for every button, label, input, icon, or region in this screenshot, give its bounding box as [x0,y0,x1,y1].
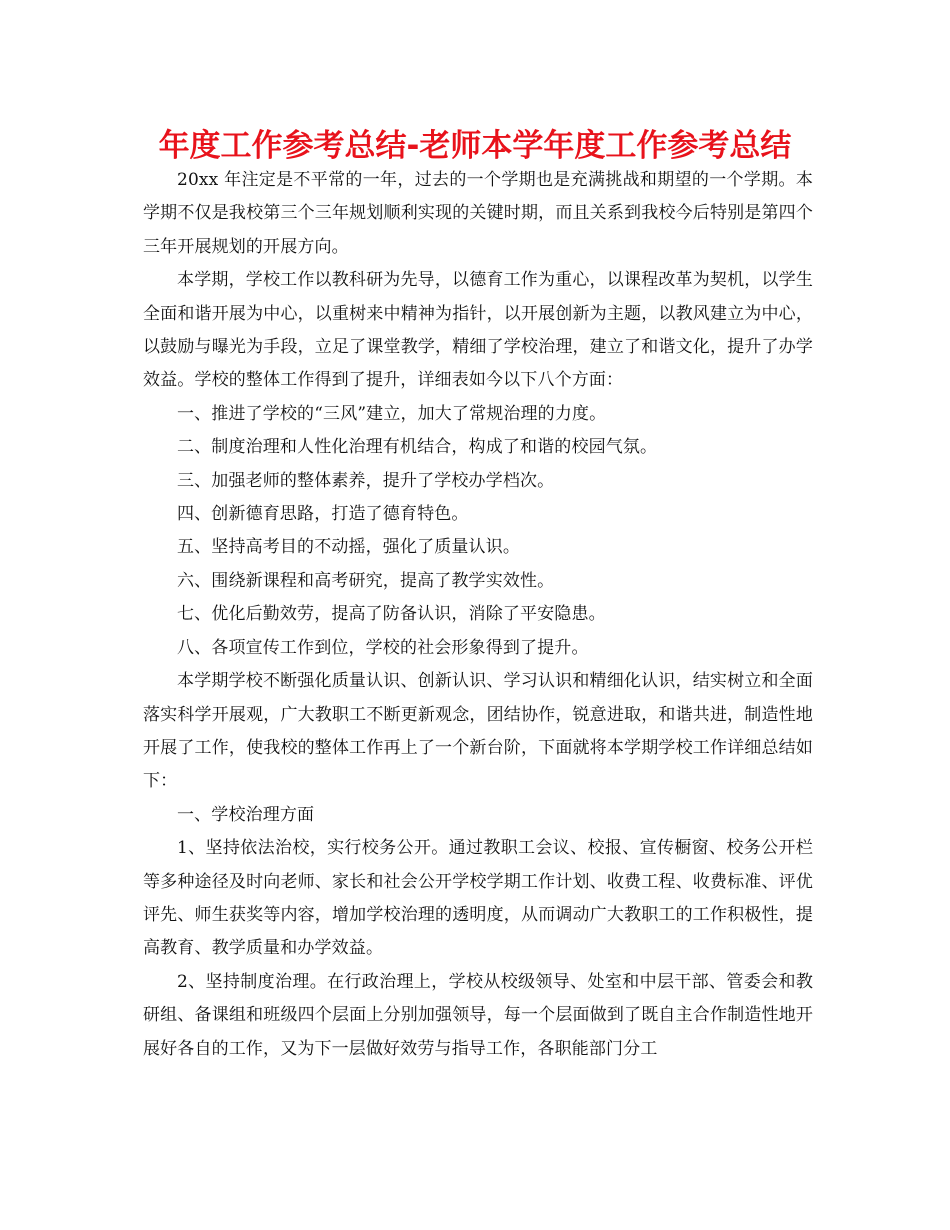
list-item-3: 三、加强老师的整体素养，提升了学校办学档次。 [177,470,555,491]
paragraph-point-1: 1、坚持依法治校，实行校务公开。通过教职工会议、校报、宣传橱窗、校务公开栏等多种途径及时向老师、家长和社会公开学校学期工作计划、收费工程、收费标准、评优评先、师生获奖等内容，增加学校治理的透明度，从而调动广大教职工的工作积极性，提高教育、教学质量和办学效益。 [143,838,813,959]
list-item-6: 六、围绕新课程和高考研究，提高了教学实效性。 [177,570,555,591]
paragraph-summary: 本学期学校不断强化质量认识、创新认识、学习认识和精细化认识，结实树立和全面落实科学开展观，广大教职工不断更新观念，团结协作，锐意进取，和谐共进，制造性地开展了工作，使我校的整体工作再上了一个新台阶，下面就将本学期学校工作详细总结如下： [143,671,813,792]
document-body [143,164,813,1066]
list-item-8: 八、各项宣传工作到位，学校的社会形象得到了提升。 [177,637,589,658]
paragraph-overview: 本学期，学校工作以教科研为先导，以德育工作为重心，以课程改革为契机，以学生全面和谐开展为中心，以重树来中精神为指针，以开展创新为主题，以教风建立为中心，以鼓励与曝光为手段，立足了课堂教学，精细了学校治理，建立了和谐文化，提升了办学效益。学校的整体工作得到了提升，详细表如今以下八个方面： [143,270,813,391]
list-item-4: 四、创新德育思路，打造了德育特色。 [177,504,469,525]
section-heading: 一、学校治理方面 [177,804,315,825]
list-item-5: 五、坚持高考目的不动摇，强化了质量认识。 [177,537,520,558]
document-title: 年度工作参考总结-老师本学年度工作参考总结 [158,128,792,164]
list-item-1: 一、推进了学校的“三风”建立，加大了常规治理的力度。 [177,403,607,424]
list-item-7: 七、优化后勤效劳，提高了防备认识，消除了平安隐患。 [177,604,606,625]
list-item-2: 二、制度治理和人性化治理有机结合，构成了和谐的校园气氛。 [177,437,658,458]
paragraph-point-2: 2、坚持制度治理。在行政治理上，学校从校级领导、处室和中层干部、管委会和教研组、备课组和班级四个层面上分别加强领导，每一个层面做到了既自主合作制造性地开展好各自的工作，又为下一层做好效劳与指导工作，各职能部门分工 [143,971,813,1059]
paragraph-intro: 20xx 年注定是不平常的一年，过去的一个学期也是充满挑战和期望的一个学期。本学期不仅是我校第三个三年规划顺利实现的关键时期，而且关系到我校今后特别是第四个三年开展规划的开展方向。 [143,170,813,257]
